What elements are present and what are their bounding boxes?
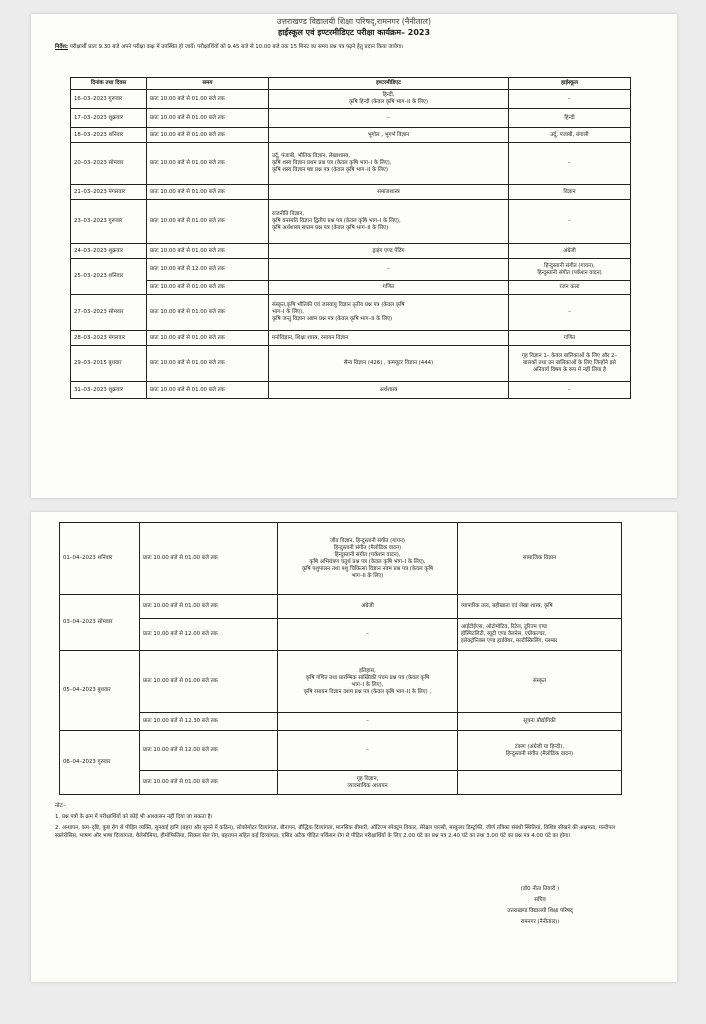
time-cell: प्रातः 10.00 बजे से 01.00 बजे तक (147, 109, 269, 128)
intermediate-cell: भूगोल , भूगर्भ विज्ञान (269, 128, 509, 143)
exam-schedule-table-continued (59, 522, 622, 795)
intermediate-cell: – (269, 109, 509, 128)
intermediate-cell: – (278, 619, 458, 651)
intermediate-cell: – (269, 259, 509, 281)
date-cell: 18–03–2023 शनिवार (71, 128, 147, 143)
table-row (71, 331, 631, 346)
table-row (60, 619, 622, 651)
table-row (60, 713, 622, 731)
time-cell: प्रातः 10.00 बजे से 01.00 बजे तक (147, 90, 269, 109)
table-row (71, 185, 631, 200)
time-cell: प्रातः 10.00 बजे से 01.00 बजे तक (147, 143, 269, 185)
highschool-cell (458, 771, 622, 795)
time-cell: प्रातः 10.00 बजे से 01.00 बजे तक (147, 281, 269, 295)
col-date-header: दिनांक तथा दिवस (71, 78, 147, 90)
highschool-cell: रंजन कला (509, 281, 631, 295)
board-title: उत्तराखण्ड विद्यालयी शिक्षा परिषद्,रामनगर (नैनीताल) (276, 17, 432, 26)
date-cell: 29–03–2015 बुधवार (71, 346, 147, 382)
time-cell: प्रातः 10.00 बजे से 12.00 बजे तक (147, 259, 269, 281)
table-row (71, 244, 631, 259)
intermediate-cell: इतिहास, कृषि गणित तथा प्रारम्भिक सांख्यिकी पंचम प्रश्न पत्र (केवल कृषि भाग–I के लिए), कृषि रसायन विज्ञान दशम प्रश्न पत्र (केवल कृषि भाग–II के लिए) , (278, 651, 458, 713)
table-row (60, 771, 622, 795)
highschool-cell: संस्कृत (458, 651, 622, 713)
time-cell: प्रातः 10.00 बजे से 01.00 बजे तक (147, 382, 269, 399)
time-cell: प्रातः 10.00 बजे से 01.00 बजे तक (147, 185, 269, 200)
time-cell: प्रातः 10.00 बजे से 01.00 बजे तक (147, 346, 269, 382)
time-cell: प्रातः 10.00 बजे से 12.00 बजे तक (140, 619, 278, 651)
table-row (71, 346, 631, 382)
signatory-title: सचिव (534, 897, 546, 903)
notes-heading: नोटः– (55, 803, 66, 809)
intermediate-cell: हिन्दी, कृषि हिन्दी (केवल कृषि भाग–II के लिए) (269, 90, 509, 109)
highschool-cell: सामाजिक विज्ञान (458, 523, 622, 595)
col-intermediate-header: इण्टरमीडिएट (269, 78, 509, 90)
table-row (71, 90, 631, 109)
intermediate-cell: सैन्य विज्ञान (426) , कम्प्यूटर विज्ञान (444) (269, 346, 509, 382)
intermediate-cell: समाजशास्त्र (269, 185, 509, 200)
table-row (60, 595, 622, 619)
time-cell: प्रातः 10.00 बजे से 01.00 बजे तक (140, 523, 278, 595)
table-header-row (71, 78, 631, 90)
time-cell: प्रातः 10.00 बजे से 12.00 बजे तक (140, 731, 278, 771)
highschool-cell: सूचना प्रौद्योगिकी (458, 713, 622, 731)
date-cell: 16–03–2023 गुरूवार (71, 90, 147, 109)
table-row (71, 109, 631, 128)
table-row (71, 200, 631, 244)
intermediate-cell: गृह विज्ञान, व्यावसायिक अध्ययन (278, 771, 458, 795)
time-cell: प्रातः 10.00 बजे से 01.00 बजे तक (147, 331, 269, 346)
highschool-cell: टंकण (अंग्रेजी या हिन्दी), हिन्दुस्तानी संगीत (मैलोडिक वादन) (458, 731, 622, 771)
time-cell: प्रातः 10.00 बजे से 01.00 बजे तक (147, 244, 269, 259)
table-row (71, 259, 631, 281)
time-cell: प्रातः 10.00 बजे से 01.00 बजे तक (140, 651, 278, 713)
date-cell: 01–04–2023 शनिवार (60, 523, 140, 595)
table-row (71, 382, 631, 399)
signatory-place: रामनगर (नैनीताल)। (520, 919, 560, 925)
highschool-cell: उर्दू, पंजाबी, बंगाली (509, 128, 631, 143)
col-time-header: समय (147, 78, 269, 90)
time-cell: प्रातः 10.00 बजे से 01.00 बजे तक (147, 200, 269, 244)
highschool-cell: अंग्रेजी (509, 244, 631, 259)
date-cell: 17–03–2023 शुक्रवार (71, 109, 147, 128)
note-1: 1. प्रश्न पत्रों के क्रम में परीक्षार्थियों को कोई भी आश्वासन नहीं दिया जा सकता है। (55, 814, 213, 820)
intermediate-cell: – (278, 731, 458, 771)
highschool-cell: – (509, 295, 631, 331)
time-cell: प्रातः 10.00 बजे से 12.30 बजे तक (140, 713, 278, 731)
date-cell: 21–03–2023 मंगलवार (71, 185, 147, 200)
highschool-cell: गणित (509, 331, 631, 346)
highschool-cell: आईटीईएस, ऑटोमोटिव, रिटेल, टूरिज्म एण्ड हॉस्पिटलिटी, ब्यूटी एण्ड वैलनेस, एग्रीकल्चर, इलेक्ट्रॉनिक्स एण्ड हार्डवेयर, मल्टीस्किलिंग, प्लम्बर (458, 619, 622, 651)
note-2: 2. अन्धापन, कम–दृष्टि, कुष्ठ रोग से पीड़ित व्यक्ति, सुनवाई हानि (बहरा और सुनने में कठिन), लोकोमोटर दिव्यांगता, बौनापन, बौद्धिक दिव्यांगता, मानसिक बीमारी, ऑटिज्म स्पेक्ट्रम विकार, सेरेब्रल पाल्सी, मस्कुलर डिस्ट्रॉफी, जीर्ण तंत्रिका संबंधी स्थितियां, विशिष्ट सीखने की अक्षमता, मल्टीपल स्क्लेरोसिस, भाषण और भाषा दिव्यांगता, थैलेसीमिया, हीमोफिलिया, सिकल सेल रोग, बहरापन सहित कई दिव्यांगता, एसिड अटैक पीड़ित पर्किंसन रोग से पीड़ित परीक्षार्थियों के लिए 2.00 घंटे का प्रश्न पत्र 2.40 घंटे का तथा 3.00 घंटे का प्रश्न पत्र 4.00 घंटे का होगा। (55, 825, 616, 839)
signature-block (485, 884, 595, 928)
intermediate-cell: उर्दू, पंजाबी, भौतिक विज्ञान, लेखाशास्त्र, कृषि शस्य विज्ञान प्रथम प्रश्न पत्र (केवल कृषि भाग–I के लिए), कृषि शस्य विज्ञान षष्ट प्रश्न पत्र (केवल कृषि भाग–II के लिए) (269, 143, 509, 185)
time-cell: प्रातः 10.00 बजे से 01.00 बजे तक (147, 128, 269, 143)
time-cell: प्रातः 10.00 बजे से 01.00 बजे तक (140, 595, 278, 619)
highschool-cell: हिन्दुस्तानी संगीत (गायन), हिन्दुस्तानी संगीत (पर्कशन वादन) (509, 259, 631, 281)
table-row (60, 651, 622, 713)
exam-schedule-table (70, 77, 631, 399)
intermediate-cell: गणित (269, 281, 509, 295)
intermediate-cell: जीव विज्ञान, हिन्दुस्तानी संगीत (गायन) हिन्दुस्तानी संगीत (मैलोडिक वादन) हिन्दुस्तानी संगीत (पर्कशन वादन), कृषि अभियंत्रण चतुर्थ प्रश्न पत्र (केवल कृषि भाग–I के लिए), कृषि पशुपालन तथा पशु चिकित्सा विज्ञान नवम प्रश्न पत्र (केवल कृषि भाग–II के लिए) (278, 523, 458, 595)
intermediate-cell: अंग्रेजी (278, 595, 458, 619)
intermediate-cell: अर्थशास्त्र (269, 382, 509, 399)
instruction (55, 43, 665, 51)
intermediate-cell: – (278, 713, 458, 731)
date-cell: 27–03–2023 सोमवार (71, 295, 147, 331)
signatory-name: (डॉ0 नीता तिवारी ) (520, 886, 560, 892)
signatory-org: उत्तराखण्ड विद्यालयी शिक्षा परिषद् (507, 908, 573, 914)
col-highschool-header: हाईस्कूल (509, 78, 631, 90)
instruction-text: परीक्षार्थी प्रातः 9.30 बजे अपने परीक्षा कक्ष में उपस्थित हो जायें। परीक्षार्थियों को 9.45 बजे से 10.00 बजे तक 15 मिनट का समय प्रश्न पत्र पढ़ने हेतु प्रदान किया जायेगा। (69, 44, 404, 50)
intermediate-cell: संस्कृत,कृषि भौतिकी एवं जलवायु विज्ञान तृतीय प्रश्न पत्र (केवल कृषि भाग–I के लिए), कृषि जन्तु विज्ञान अष्टम प्रश्न पत्र (केवल कृषि भाग–II के लिए) (269, 295, 509, 331)
table-row (71, 128, 631, 143)
highschool-cell: – (509, 143, 631, 185)
time-cell: प्रातः 10.00 बजे से 01.00 बजे तक (140, 771, 278, 795)
highschool-cell: विज्ञान (509, 185, 631, 200)
date-cell: 05–04–2023 बुधवार (60, 651, 140, 731)
table-row (71, 295, 631, 331)
schedule-page-2 (31, 512, 677, 982)
date-cell: 31–03–2023 शुक्रवार (71, 382, 147, 399)
date-cell: 23–03–2023 गुरूवार (71, 200, 147, 244)
exam-schedule-title: हाईस्कूल एवं इण्टरमीडिएट परीक्षा कार्यक्रम– 2023 (277, 28, 431, 37)
intermediate-cell: राजनीति विज्ञान, कृषि वनस्पति विज्ञान द्वितीय प्रश्न पत्र (केवल कृषि भाग–I के लिए), कृषि अर्थशास्त्र सप्तम प्रश्न पत्र (केवल कृषि भाग–II के लिए) (269, 200, 509, 244)
highschool-cell: – (509, 200, 631, 244)
date-cell: 20–03–2023 सोमवार (71, 143, 147, 185)
date-cell: 24–03–2023 शुक्रवार (71, 244, 147, 259)
notes-section (55, 802, 639, 843)
highschool-cell: – (509, 90, 631, 109)
table-row (60, 731, 622, 771)
time-cell: प्रातः 10.00 बजे से 01.00 बजे तक (147, 295, 269, 331)
highschool-cell: व्यापारिक तत्व, बहीखाता एवं लेखा शास्त्र, कृषि (458, 595, 622, 619)
date-cell: 25–03–2023 शनिवार (71, 259, 147, 295)
intermediate-cell: ड्राइंग एण्ड पेंटिंग (269, 244, 509, 259)
intermediate-cell: मनोविज्ञान, शिक्षा शास्त्र, रसायन विज्ञान (269, 331, 509, 346)
date-cell: 28–03–2023 मंगलवार (71, 331, 147, 346)
highschool-cell: – (509, 382, 631, 399)
schedule-page-1 (31, 14, 677, 498)
instruction-label: निर्देश: (55, 44, 69, 50)
table-row (71, 143, 631, 185)
table-row (71, 281, 631, 295)
table-row (60, 523, 622, 595)
highschool-cell: हिन्दी (509, 109, 631, 128)
highschool-cell: गृह विज्ञान 1– केवल बालिकाओं के लिए और 2– बालकों तथा उन बालिकाओं के लिए जिन्होंने इसे अनिवार्य विषय के रूप में नहीं लिया है (509, 346, 631, 382)
date-cell: 06–04–2023 गुरुवार (60, 731, 140, 795)
date-cell: 03–04–2023 सोमवार (60, 595, 140, 651)
